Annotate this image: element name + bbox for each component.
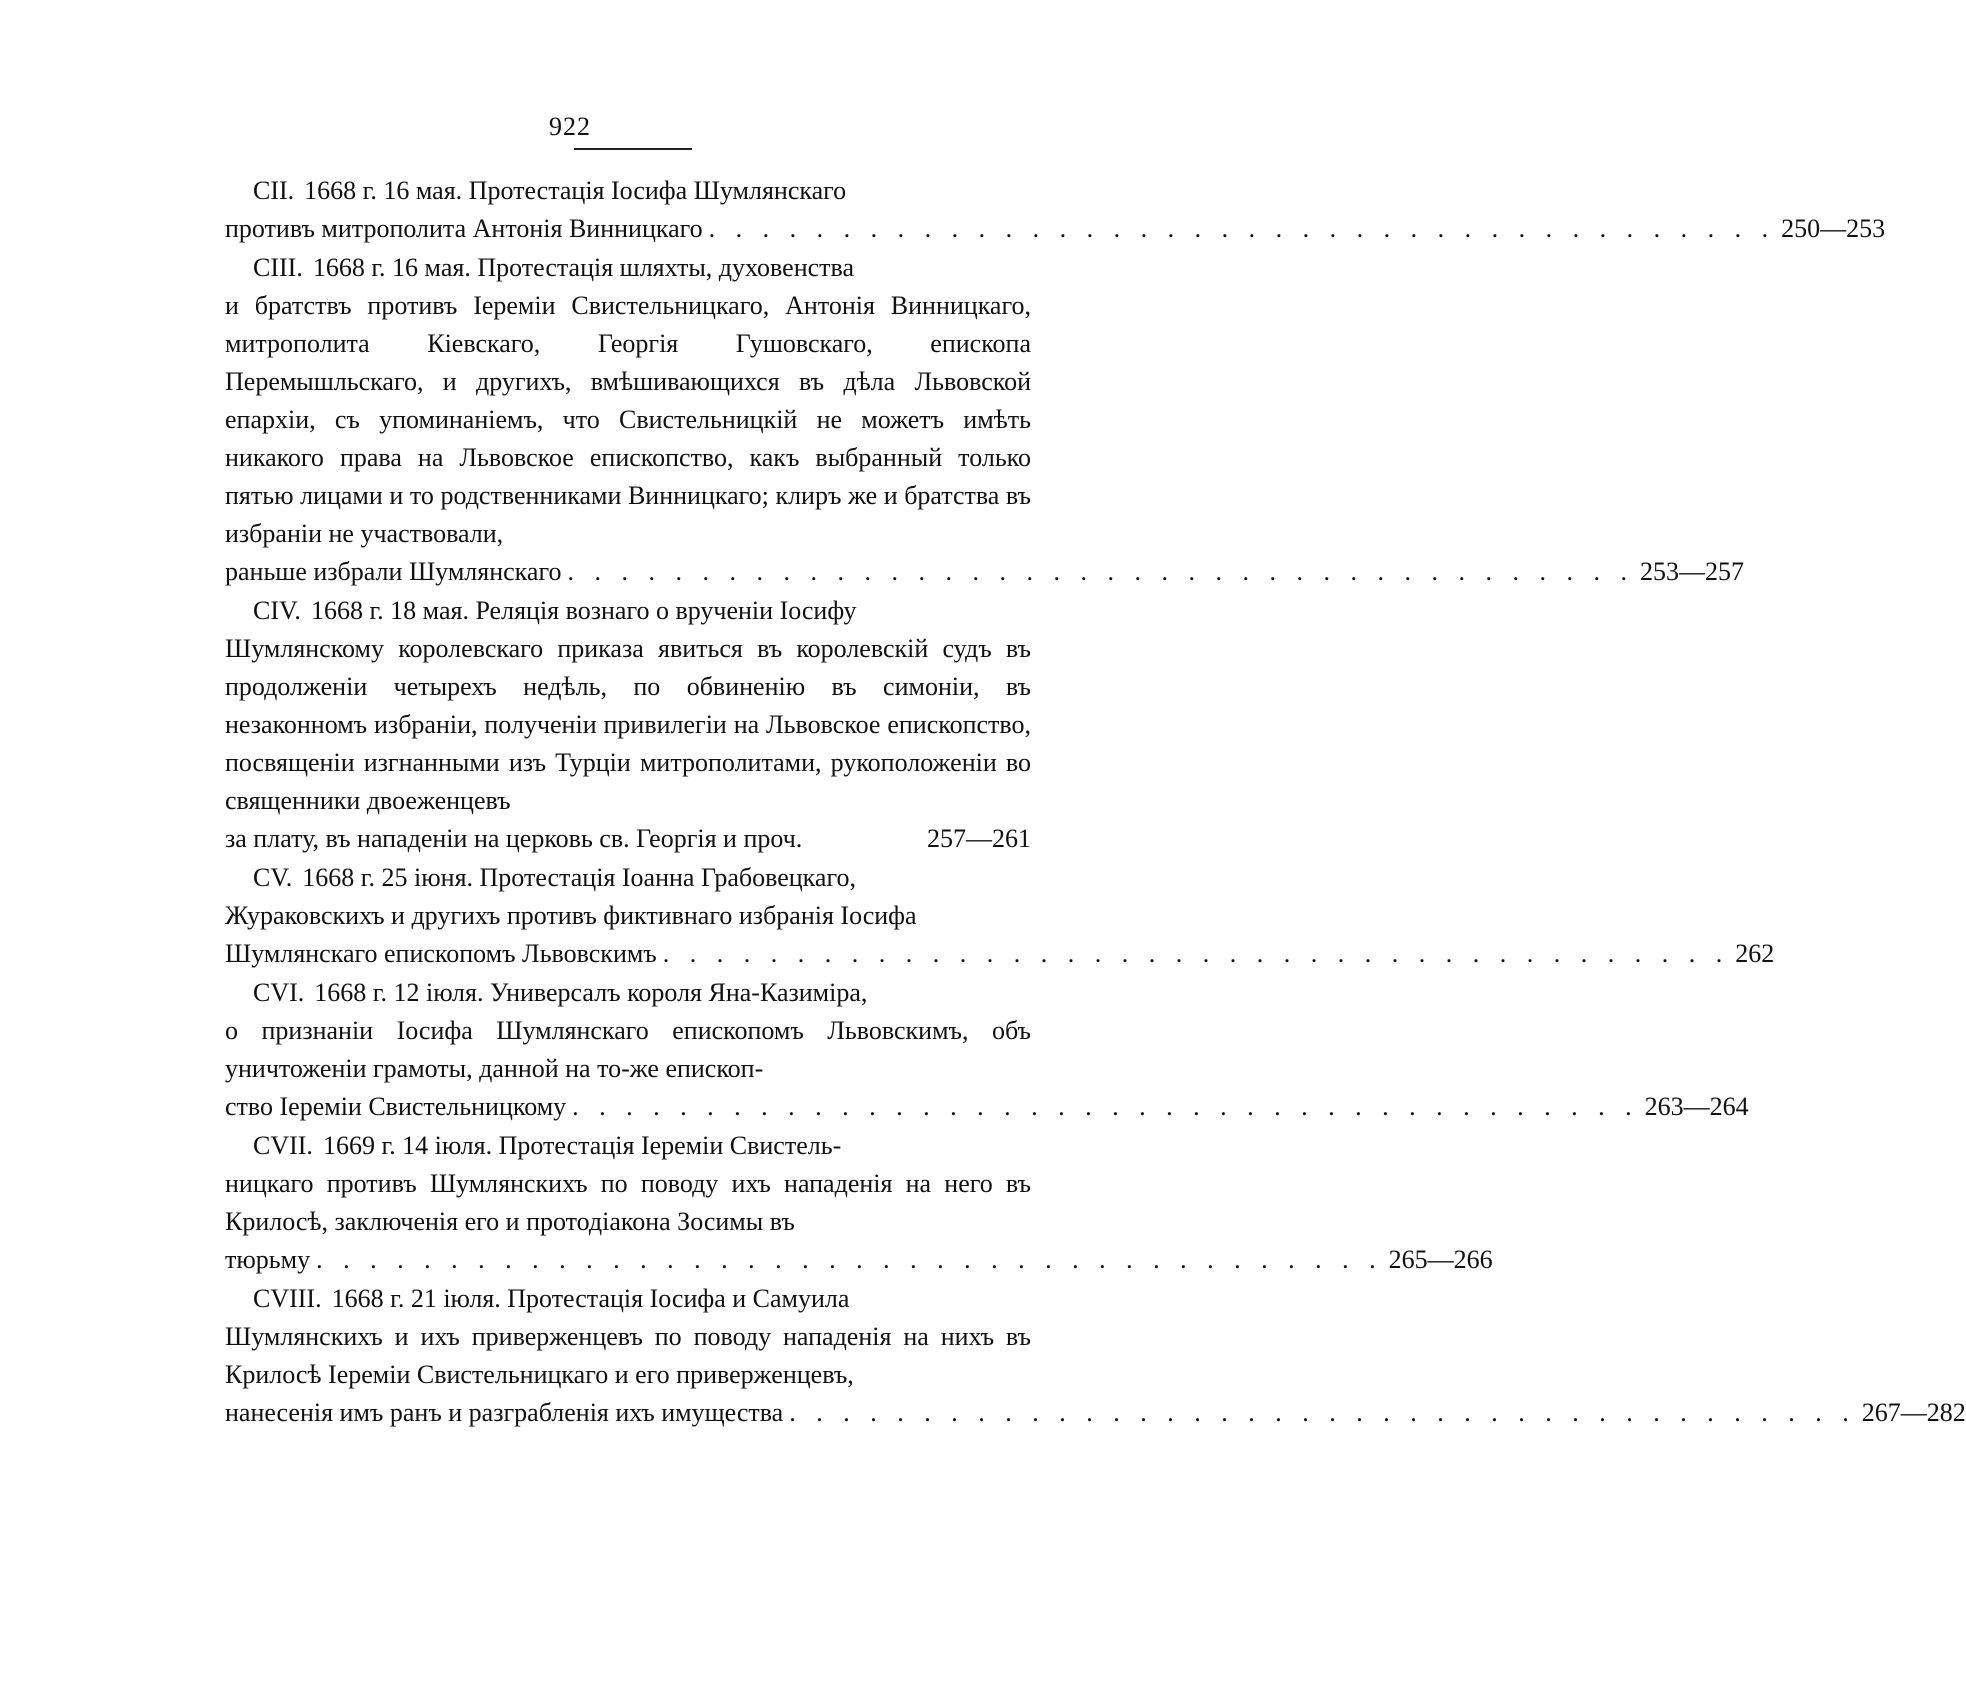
table-of-contents — [225, 172, 1966, 1433]
entry-tail-text: за плату, въ нападеніи на церковь св. Георгія и проч. — [225, 824, 803, 853]
leader-dots: . . . . . . . . . . . . . . . . . . . . . . . . . . . . . . . . . . . . . . . . — [708, 214, 1776, 243]
toc-entry — [225, 1280, 1966, 1432]
entry-heading: 1668 г. 25 іюня. Протестація Іоанна Грабовецкаго, — [302, 863, 856, 892]
entry-heading: 1668 г. 12 іюля. Универсалъ короля Яна-Казиміра, — [314, 978, 868, 1007]
entry-number: CVI. — [253, 978, 305, 1007]
entry-body: о признаніи Іосифа Шумлянскаго епископомъ Львовскимъ, объ уничтоженіи грамоты, данной на то-же епископ- — [225, 1016, 1031, 1083]
entry-tail-text: тюрьму — [225, 1245, 311, 1274]
toc-entry — [225, 1127, 1493, 1279]
entry-heading: 1668 г. 16 мая. Протестація шляхты, духовенства — [312, 253, 855, 282]
entry-heading: 1668 г. 16 мая. Протестація Іосифа Шумлянскаго — [304, 176, 847, 205]
entry-tail-text: раньше избрали Шумлянскаго — [225, 557, 562, 586]
entry-number: CVIII. — [253, 1284, 322, 1313]
page-number: 922 — [549, 112, 591, 141]
entry-pages: 267—282 — [1861, 1398, 1966, 1427]
entry-tail-text: Шумлянскаго епископомъ Львовскимъ — [225, 939, 657, 968]
entry-pages: 265—266 — [1388, 1245, 1493, 1274]
entry-heading: 1669 г. 14 іюля. Протестація Іереміи Свистель- — [322, 1131, 842, 1160]
entry-number: CIII. — [253, 253, 303, 282]
leader-dots: . . . . . . . . . . . . . . . . . . . . . . . . . . . . . . . . . . . . . . . . — [316, 1245, 1383, 1274]
toc-entry — [225, 592, 1031, 858]
leader-dots: . . . . . . . . . . . . . . . . . . . . . . . . . . . . . . . . . . . . . . . . — [572, 1092, 1639, 1121]
header-rule — [574, 148, 692, 150]
entry-number: CIV. — [253, 596, 301, 625]
entry-pages: 253—257 — [1639, 557, 1744, 586]
entry-body: Шумлянскихъ и ихъ приверженцевъ по поводу нападенія на нихъ въ Крилосѣ Іереміи Свистельницкаго и его приверженцевъ, — [225, 1322, 1031, 1389]
toc-entry — [225, 974, 1749, 1126]
toc-entry — [225, 249, 1744, 591]
entry-body: Шумлянскому королевскаго приказа явиться въ королевскій судъ въ продолженіи четырехъ недѣль, по обвиненію въ симоніи, въ незаконномъ избраніи, полученіи привилегіи на Львовское епископство, посвященіи изгнанными изъ Турціи митрополитами, рукоположеніи во священники двоеженцевъ — [225, 634, 1031, 815]
toc-entry — [225, 172, 1886, 248]
entry-pages: 257—261 — [927, 824, 1031, 853]
leader-dots: . . . . . . . . . . . . . . . . . . . . . . . . . . . . . . . . . . . . . . . . — [789, 1398, 1856, 1427]
entry-tail-text: ство Іереміи Свистельницкому — [225, 1092, 567, 1121]
entry-tail-text: нанесенія имъ ранъ и разграбленія ихъ имущества — [225, 1398, 784, 1427]
entry-pages: 250—253 — [1781, 214, 1886, 243]
entry-pages: 262 — [1735, 939, 1775, 968]
entry-number: CII. — [253, 176, 295, 205]
entry-body: Жураковскихъ и другихъ противъ фиктивнаго избранія Іосифа — [225, 901, 917, 930]
entry-pages: 263—264 — [1644, 1092, 1749, 1121]
entry-number: CVII. — [253, 1131, 313, 1160]
entry-heading: 1668 г. 18 мая. Реляція вознаго о врученіи Іосифу — [310, 596, 857, 625]
toc-entry — [225, 859, 1775, 973]
leader-dots: . . . . . . . . . . . . . . . . . . . . . . . . . . . . . . . . . . . . . . . . — [567, 557, 1634, 586]
entry-number: CV. — [253, 863, 293, 892]
entry-body: ницкаго противъ Шумлянскихъ по поводу ихъ нападенія на него въ Крилосѣ, заключенія его и протодіакона Зосимы въ — [225, 1169, 1031, 1236]
leader-dots: . . . . . . . . . . . . . . . . . . . . . . . . . . . . . . . . . . . . . . . . — [662, 939, 1730, 968]
entry-body: и братствъ противъ Іереміи Свистельницкаго, Антонія Винницкаго, митрополита Кіевскаго, Георгія Гушовскаго, епископа Перемышльскаго, и другихъ, вмѣшивающихся въ дѣла Львовской епархіи, съ упоминаніемъ, что Свистельницкій не можетъ имѣть никакого права на Львовское епископство, какъ выбранный только пятью лицами и то родственниками Винницкаго; клиръ же и братства въ избраніи не участвовали, — [225, 291, 1031, 548]
entry-tail-text: противъ митрополита Антонія Винницкаго — [225, 214, 703, 243]
entry-heading: 1668 г. 21 іюля. Протестація Іосифа и Самуила — [331, 1284, 850, 1313]
